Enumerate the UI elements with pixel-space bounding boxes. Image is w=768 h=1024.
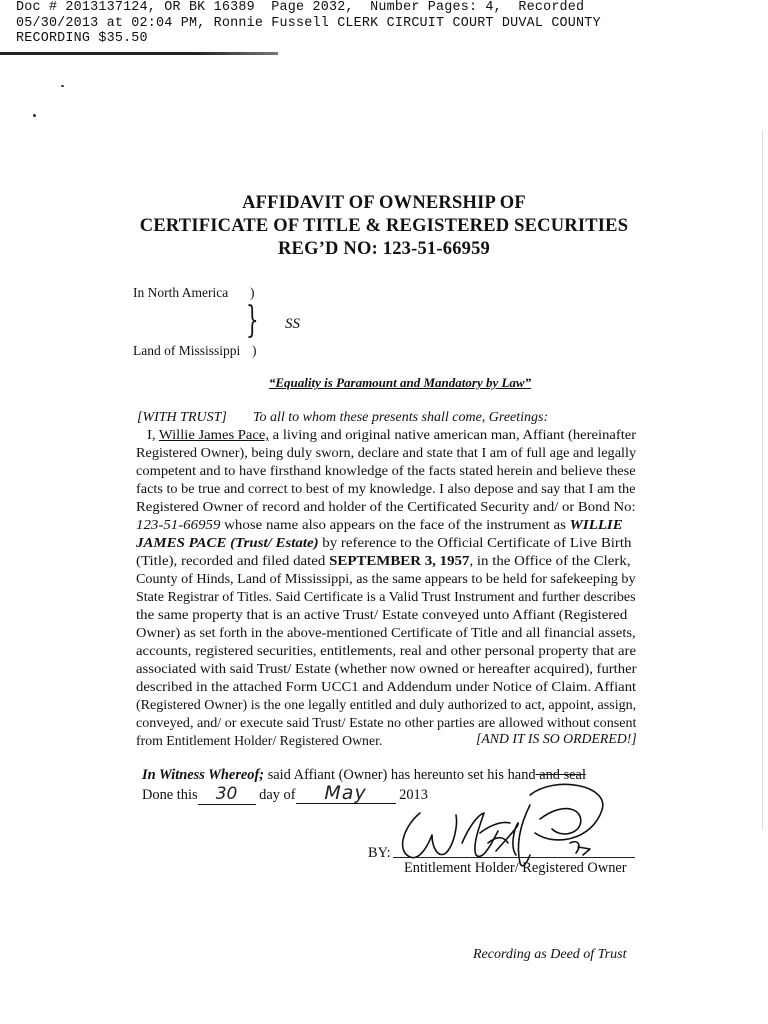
body-text: a living and original native american man, Affiant (hereinafter: [269, 427, 637, 442]
scan-edge: [762, 130, 763, 830]
body-line-11: the same property that is an active Trust/ Estate conveyed unto Affiant (Registered: [136, 607, 628, 622]
day-blank: 30: [198, 787, 256, 805]
venue-paren-1: ): [250, 285, 255, 300]
day-of-label: day of: [259, 787, 296, 803]
venue-paren-2: ): [252, 343, 257, 358]
trust-name: WILLIE: [569, 517, 623, 532]
body-line-6: [136, 517, 623, 533]
body-text: , in the Office of the Clerk,: [469, 553, 631, 568]
signature-line: [393, 857, 635, 858]
body-line-18: from Entitlement Holder/ Registered Owner.: [136, 733, 383, 748]
recording-stamp-line-2: 05/30/2013 at 02:04 PM, Ronnie Fussell CLERK CIRCUIT COURT DUVAL COUNTY: [16, 15, 601, 31]
venue-line-2: Land of Mississippi: [133, 343, 241, 358]
with-trust-label: [WITH TRUST]: [137, 410, 227, 425]
title-line-3: REG’D NO: 123-51-66959: [278, 239, 490, 259]
body-line-10: State Registrar of Titles. Said Certificate is a Valid Trust Instrument and further describes: [136, 589, 636, 604]
body-line-12: Owner) as set forth in the above-mentioned Certificate of Title and all financial assets,: [136, 625, 636, 640]
body-line-5: Registered Owner of record and holder of the Certificated Security and/ or Bond No:: [136, 499, 636, 514]
scan-speck: [33, 114, 36, 117]
body-line-8: [136, 553, 631, 569]
title-line-1: AFFIDAVIT OF OWNERSHIP OF: [242, 193, 526, 213]
venue-ss: SS: [285, 316, 300, 332]
body-line-2: Registered Owner), being duly sworn, declare and state that I am of full age and legally: [136, 445, 637, 460]
body-line-13: accounts, registered securities, entitlements, real and other personal property that are: [136, 643, 637, 658]
handwritten-signature: [380, 765, 640, 875]
recording-stamp-line-3: RECORDING $35.50: [16, 31, 148, 46]
witness-text: said Affiant (Owner) has hereunto set his hand: [264, 767, 536, 783]
greeting: To all to whom these presents shall come, Greetings:: [253, 410, 549, 425]
body-line-15: described in the attached Form UCC1 and Addendum under Notice of Claim. Affiant: [136, 679, 637, 694]
year: 2013: [399, 787, 428, 803]
footer-recording-note: Recording as Deed of Trust: [473, 947, 627, 962]
stamp-rule: [0, 52, 278, 55]
body-line-3: competent and to have firsthand knowledge of the facts stated herein and believe these: [136, 463, 636, 478]
body-line-14: associated with said Trust/ Estate (whether now owned or hereafter acquired), further: [136, 661, 637, 676]
month-blank: May: [296, 786, 396, 804]
body-text: by reference to the Official Certificate of Live Birth: [318, 535, 632, 550]
body-text: (Title), recorded and filed dated: [136, 553, 330, 568]
body-line-7: [136, 535, 632, 551]
body-line-9: County of Hinds, Land of Mississippi, as the same appears to be held for safekeeping by: [136, 571, 636, 586]
filing-date: SEPTEMBER 3, 1957: [329, 553, 470, 568]
title-line-2: CERTIFICATE OF TITLE & REGISTERED SECURITIES: [139, 216, 629, 236]
witness-lead: In Witness Whereof;: [142, 767, 265, 783]
body-line-1: [147, 427, 636, 443]
body-text: whose name also appears on the face of the instrument as: [220, 517, 570, 532]
by-label: BY:: [368, 845, 391, 861]
body-line-4: facts to be true and correct to best of my knowledge. I also depose and say that I am the: [136, 481, 636, 496]
venue-line-1: In North America: [133, 285, 229, 300]
scan-speck: [61, 85, 64, 87]
so-ordered: [AND IT IS SO ORDERED!]: [476, 731, 637, 746]
done-label: Done this: [142, 787, 198, 803]
body-text: I,: [147, 427, 159, 442]
body-line-17: conveyed, and/ or execute said Trust/ Estate no other parties are allowed without consent: [136, 715, 637, 730]
venue-brace: }: [246, 300, 259, 341]
affiant-name: Willie James Pace,: [158, 427, 270, 442]
motto: “Equality is Paramount and Mandatory by Law”: [268, 375, 532, 390]
trust-name: JAMES PACE (Trust/ Estate): [136, 535, 319, 550]
struck-text: and seal: [535, 767, 586, 783]
bond-number: 123-51-66959: [136, 517, 221, 532]
recording-stamp: [16, 0, 601, 47]
recording-stamp-line-1: Doc # 2013137124, OR BK 16389 Page 2032, Number Pages: 4, Recorded: [16, 0, 585, 15]
signature-caption: Entitlement Holder/ Registered Owner: [404, 860, 627, 876]
body-line-16: (Registered Owner) is the one legally entitled and duly authorized to act, appoint, assign,: [136, 697, 637, 712]
